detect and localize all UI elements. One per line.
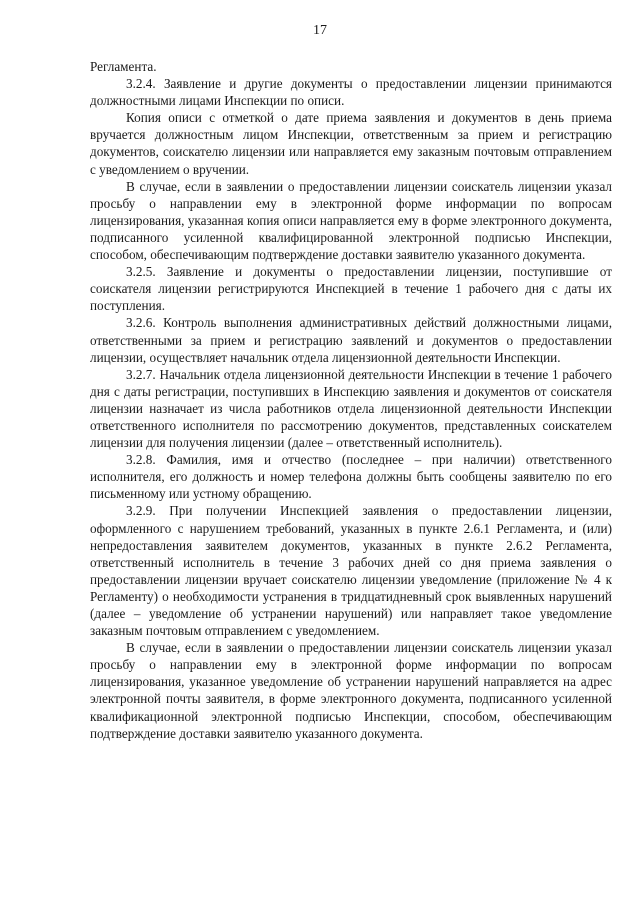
paragraph-regulation-continuation: Регламента. — [90, 59, 157, 74]
document-body — [90, 58, 612, 742]
paragraph-3-2-5: 3.2.5. Заявление и документы о предоставлении лицензии, поступившие от соискателя лицензии регистрируются Инспекцией в течение 1 рабочего дня с даты их поступления. — [90, 264, 612, 314]
paragraph-3-2-8: 3.2.8. Фамилия, имя и отчество (последнее – при наличии) ответственного исполнителя, его должность и номер телефона должны быть сообщены заявителю по его письменному или устному обращению. — [90, 452, 612, 502]
paragraph-3-2-6: 3.2.6. Контроль выполнения административных действий должностными лицами, ответственными за прием и регистрацию заявлений и документов о предоставлении лицензии, осуществляет начальник отдела лицензионной деятельности Инспекции. — [90, 315, 612, 365]
paragraph-electronic-inventory: В случае, если в заявлении о предоставлении лицензии соискатель лицензии указал просьбу о направлении ему в электронной форме информации по вопросам лицензирования, указанная копия описи направляется ему в форме электронного документа, подписанного усиленной квалифицированной электронной подписью Инспекции, способом, обеспечивающим подтверждение доставки заявителю указанного документа. — [90, 178, 612, 263]
paragraph-electronic-notice: В случае, если в заявлении о предоставлении лицензии соискатель лицензии указал просьбу о направлении ему в электронной форме информации по вопросам лицензирования, указанное уведомление об устранении нарушений направляется на адрес электронной почты заявителя, в форме электронного документа, подписанного усиленной квалификационной электронной подписью Инспекции, способом, обеспечивающим подтверждение доставки заявителю указанного документа. — [90, 640, 612, 741]
paragraph-inventory-copy: Копия описи с отметкой о дате приема заявления и документов в день приема вручается должностным лицом Инспекции, ответственным за прием и регистрацию документов, соискателю лицензии или направляется ему заказным почтовым отправлением с уведомлением о вручении. — [90, 110, 612, 177]
paragraph-3-2-4: 3.2.4. Заявление и другие документы о предоставлении лицензии принимаются должностными лицами Инспекции по описи. — [90, 76, 612, 109]
paragraph-3-2-9: 3.2.9. При получении Инспекцией заявления о предоставлении лицензии, оформленного с нарушением требований, указанных в пункте 2.6.1 Регламента, и (или) непредоставления заявителем документов, указанных в пункте 2.6.2 Регламента, ответственный исполнитель в течение 3 рабочих дней со дня приема заявления о предоставлении лицензии вручает соискателю лицензии уведомление (приложение № 4 к Регламенту) о необходимости устранения в тридцатидневный срок выявленных нарушений (далее – уведомление об устранении нарушений) или направляет такое уведомление заказным почтовым отправлением с уведомлением. — [90, 503, 612, 639]
paragraph-3-2-7: 3.2.7. Начальник отдела лицензионной деятельности Инспекции в течение 1 рабочего дня с даты регистрации, поступивших в Инспекцию заявления и документов от соискателя лицензии назначает из числа работников отдела лицензионной деятельности Инспекции ответственного исполнителя по рассмотрению документов, представленных соискателем лицензии для получения лицензии (далее – ответственный исполнитель). — [90, 366, 612, 451]
page-number: 17 — [313, 23, 327, 38]
